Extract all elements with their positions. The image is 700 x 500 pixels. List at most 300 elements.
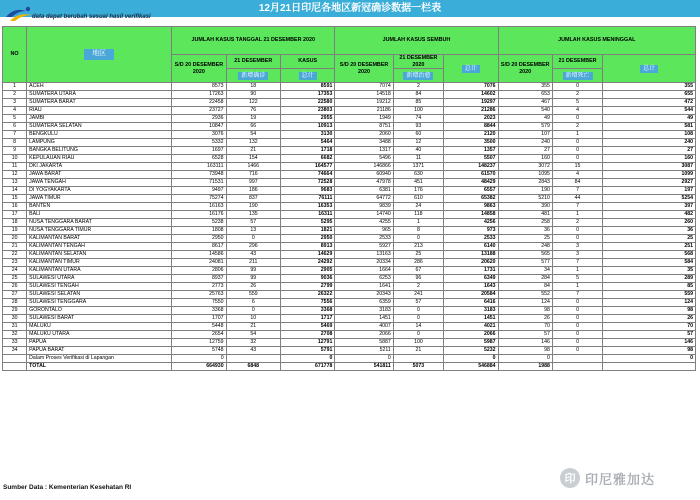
region-label: 地区 bbox=[84, 49, 114, 60]
row-cell-d: 19212 bbox=[335, 99, 393, 107]
row-cell-i: 289 bbox=[603, 275, 696, 283]
row-cell-a: 10847 bbox=[172, 123, 226, 131]
row-cell-e: 2 bbox=[393, 283, 443, 291]
row-cell-b: 837 bbox=[226, 195, 280, 203]
row-cell-a: 23727 bbox=[172, 107, 226, 115]
row-cell-a: 8617 bbox=[172, 243, 226, 251]
total-cell-b: 6848 bbox=[226, 363, 280, 371]
row-cell-f: 14602 bbox=[444, 91, 498, 99]
row-no: 24 bbox=[3, 267, 27, 275]
row-cell-e: 0 bbox=[393, 235, 443, 243]
table-row bbox=[3, 291, 696, 299]
row-no: 32 bbox=[3, 331, 27, 339]
row-no: 2 bbox=[3, 91, 27, 99]
row-cell-f: 2120 bbox=[444, 131, 498, 139]
row-cell-b: 716 bbox=[226, 171, 280, 179]
total-no bbox=[3, 363, 27, 371]
row-cell-e: 60 bbox=[393, 131, 443, 139]
sub-header-positive-kasus: KASUS bbox=[280, 55, 334, 69]
row-no: 6 bbox=[3, 123, 27, 131]
row-no bbox=[3, 355, 27, 363]
row-region: JAWA TENGAH bbox=[27, 179, 172, 187]
row-cell-c: 16311 bbox=[280, 211, 334, 219]
row-region: SULAWESI TENGAH bbox=[27, 283, 172, 291]
row-cell-a: 71531 bbox=[172, 179, 226, 187]
row-cell-i: 240 bbox=[603, 139, 696, 147]
row-cell-a: 9497 bbox=[172, 187, 226, 195]
table-row bbox=[3, 243, 696, 251]
table-row bbox=[3, 331, 696, 339]
row-cell-e: 96 bbox=[393, 275, 443, 283]
row-cell-e: 57 bbox=[393, 299, 443, 307]
row-cell-e: 85 bbox=[393, 99, 443, 107]
row-cell-g: 552 bbox=[498, 291, 552, 299]
row-cell-h: 7 bbox=[552, 259, 602, 267]
table-row bbox=[3, 235, 696, 243]
row-cell-f: 6557 bbox=[444, 187, 498, 195]
sub-header-positive-d21: 21 DESEMBER bbox=[226, 55, 280, 69]
row-cell-b: 43 bbox=[226, 251, 280, 259]
row-cell-g: 653 bbox=[498, 91, 552, 99]
row-region: GORONTALO bbox=[27, 307, 172, 315]
row-region: NUSA TENGGARA BARAT bbox=[27, 219, 172, 227]
row-region: KALIMANTAN TENGAH bbox=[27, 243, 172, 251]
row-cell-a: 5448 bbox=[172, 323, 226, 331]
row-cell-h: 3 bbox=[552, 243, 602, 251]
row-cell-e: 40 bbox=[393, 147, 443, 155]
row-cell-a: 1707 bbox=[172, 315, 226, 323]
row-cell-g: 70 bbox=[498, 323, 552, 331]
row-no: 22 bbox=[3, 251, 27, 259]
row-cell-d: 6253 bbox=[335, 275, 393, 283]
row-cell-h: 1 bbox=[552, 283, 602, 291]
row-cell-a: 1808 bbox=[172, 227, 226, 235]
row-cell-g: 146 bbox=[498, 339, 552, 347]
table-row bbox=[3, 323, 696, 331]
sub-header-deaths-sd20: S/D 20 DESEMBER 2020 bbox=[498, 55, 552, 83]
row-cell-c: 9683 bbox=[280, 187, 334, 195]
row-cell-e: 93 bbox=[393, 123, 443, 131]
row-cell-b: 10 bbox=[226, 315, 280, 323]
row-region: KEPULAUAN RIAU bbox=[27, 155, 172, 163]
row-region: KALIMANTAN TIMUR bbox=[27, 259, 172, 267]
row-cell-i: 1099 bbox=[603, 171, 696, 179]
row-cell-c: 2905 bbox=[280, 267, 334, 275]
row-region: PAPUA bbox=[27, 339, 172, 347]
row-cell-h: 1 bbox=[552, 211, 602, 219]
row-region: DKI JAKARTA bbox=[27, 163, 172, 171]
row-cell-c: 6682 bbox=[280, 155, 334, 163]
row-region: SULAWESI BARAT bbox=[27, 315, 172, 323]
row-cell-i: 0 bbox=[603, 355, 696, 363]
row-cell-c: 76111 bbox=[280, 195, 334, 203]
row-no: 29 bbox=[3, 307, 27, 315]
row-region: JAWA TIMUR bbox=[27, 195, 172, 203]
total-cell-h bbox=[552, 363, 602, 371]
row-cell-d: 60940 bbox=[335, 171, 393, 179]
row-no: 7 bbox=[3, 131, 27, 139]
row-cell-h: 0 bbox=[552, 139, 602, 147]
row-cell-a: 73948 bbox=[172, 171, 226, 179]
row-cell-i: 98 bbox=[603, 347, 696, 355]
row-cell-a: 2773 bbox=[172, 283, 226, 291]
row-cell-b: 54 bbox=[226, 131, 280, 139]
row-cell-g: 190 bbox=[498, 187, 552, 195]
row-cell-b: 43 bbox=[226, 347, 280, 355]
row-cell-g: 98 bbox=[498, 307, 552, 315]
row-cell-c: 5295 bbox=[280, 219, 334, 227]
table-row bbox=[3, 259, 696, 267]
row-cell-f: 9863 bbox=[444, 203, 498, 211]
row-region: BANGKA BELITUNG bbox=[27, 147, 172, 155]
row-cell-d: 47978 bbox=[335, 179, 393, 187]
row-no: 12 bbox=[3, 171, 27, 179]
row-cell-f: 5507 bbox=[444, 155, 498, 163]
row-no: 11 bbox=[3, 163, 27, 171]
row-cell-c: 22580 bbox=[280, 99, 334, 107]
row-cell-h: 2 bbox=[552, 123, 602, 131]
table-row bbox=[3, 195, 696, 203]
row-cell-i: 146 bbox=[603, 339, 696, 347]
row-region: SULAWESI SELATAN bbox=[27, 291, 172, 299]
row-cell-b: 1466 bbox=[226, 163, 280, 171]
row-no: 10 bbox=[3, 155, 27, 163]
row-cell-d: 8751 bbox=[335, 123, 393, 131]
row-cell-b: 26 bbox=[226, 283, 280, 291]
row-cell-g: 49 bbox=[498, 115, 552, 123]
row-cell-d: 1451 bbox=[335, 315, 393, 323]
row-cell-f: 2533 bbox=[444, 235, 498, 243]
col-header-region bbox=[27, 27, 172, 83]
row-region: DI YOGYAKARTA bbox=[27, 187, 172, 195]
row-no: 16 bbox=[3, 203, 27, 211]
table-row bbox=[3, 91, 696, 99]
row-cell-b: 99 bbox=[226, 275, 280, 283]
row-cell-e: 8 bbox=[393, 227, 443, 235]
row-no: 31 bbox=[3, 323, 27, 331]
row-cell-g: 25 bbox=[498, 235, 552, 243]
row-cell-c: 1821 bbox=[280, 227, 334, 235]
row-cell-i: 472 bbox=[603, 99, 696, 107]
table-row bbox=[3, 107, 696, 115]
row-cell-f: 4021 bbox=[444, 323, 498, 331]
row-no: 26 bbox=[3, 283, 27, 291]
row-cell-h: 44 bbox=[552, 195, 602, 203]
row-cell-f: 0 bbox=[444, 355, 498, 363]
row-cell-h: 15 bbox=[552, 163, 602, 171]
row-cell-c: 5791 bbox=[280, 347, 334, 355]
row-cell-e: 176 bbox=[393, 187, 443, 195]
row-cell-f: 2066 bbox=[444, 331, 498, 339]
row-no: 30 bbox=[3, 315, 27, 323]
row-cell-d: 4255 bbox=[335, 219, 393, 227]
row-cell-d: 14740 bbox=[335, 211, 393, 219]
row-cell-c: 5469 bbox=[280, 323, 334, 331]
row-cell-b: 54 bbox=[226, 331, 280, 339]
row-region: BANTEN bbox=[27, 203, 172, 211]
table-row bbox=[3, 123, 696, 131]
row-no: 18 bbox=[3, 219, 27, 227]
row-cell-i: 655 bbox=[603, 91, 696, 99]
row-cell-h: 0 bbox=[552, 155, 602, 163]
row-cell-g: 577 bbox=[498, 259, 552, 267]
new-death-tag: 新增死亡 bbox=[563, 72, 593, 81]
row-cell-h: 1 bbox=[552, 131, 602, 139]
group-header-deaths: JUMLAH KASUS MENINGGAL bbox=[498, 27, 696, 55]
row-cell-h: 0 bbox=[552, 307, 602, 315]
row-cell-i: 25 bbox=[603, 235, 696, 243]
row-cell-g: 36 bbox=[498, 227, 552, 235]
row-cell-h: 0 bbox=[552, 115, 602, 123]
row-cell-b: 6 bbox=[226, 299, 280, 307]
row-cell-d: 14518 bbox=[335, 91, 393, 99]
row-cell-d: 13163 bbox=[335, 251, 393, 259]
row-cell-f: 20620 bbox=[444, 259, 498, 267]
row-cell-i: 397 bbox=[603, 203, 696, 211]
row-region: MALUKU bbox=[27, 323, 172, 331]
row-cell-i: 27 bbox=[603, 147, 696, 155]
row-no: 14 bbox=[3, 187, 27, 195]
row-cell-a: 5238 bbox=[172, 219, 226, 227]
row-cell-c: 26322 bbox=[280, 291, 334, 299]
row-cell-h: 5 bbox=[552, 275, 602, 283]
row-cell-c: 8913 bbox=[280, 243, 334, 251]
row-cell-d: 7074 bbox=[335, 83, 393, 91]
row-cell-f: 5232 bbox=[444, 347, 498, 355]
row-cell-h bbox=[552, 355, 602, 363]
row-cell-h: 84 bbox=[552, 179, 602, 187]
row-cell-a: 14586 bbox=[172, 251, 226, 259]
row-cell-d: 5887 bbox=[335, 339, 393, 347]
row-region: LAMPUNG bbox=[27, 139, 172, 147]
row-cell-d: 3488 bbox=[335, 139, 393, 147]
row-cell-e: 0 bbox=[393, 307, 443, 315]
new-recover-header bbox=[393, 69, 443, 83]
row-no: 23 bbox=[3, 259, 27, 267]
row-cell-c: 1717 bbox=[280, 315, 334, 323]
row-cell-c: 2708 bbox=[280, 331, 334, 339]
table-row bbox=[3, 267, 696, 275]
table-row bbox=[3, 299, 696, 307]
row-region: KALIMANTAN BARAT bbox=[27, 235, 172, 243]
table-row bbox=[3, 155, 696, 163]
row-cell-i: 160 bbox=[603, 155, 696, 163]
row-cell-c: 74664 bbox=[280, 171, 334, 179]
new-case-header bbox=[226, 69, 280, 83]
row-no: 33 bbox=[3, 339, 27, 347]
row-no: 34 bbox=[3, 347, 27, 355]
row-cell-i: 482 bbox=[603, 211, 696, 219]
row-no: 8 bbox=[3, 139, 27, 147]
source-note: Sumber Data : Kementerian Kesehatan RI bbox=[3, 484, 132, 491]
row-cell-f: 48429 bbox=[444, 179, 498, 187]
row-cell-b: 296 bbox=[226, 243, 280, 251]
row-cell-e: 100 bbox=[393, 107, 443, 115]
total-label: TOTAL bbox=[27, 363, 172, 371]
row-region: JAWA BARAT bbox=[27, 171, 172, 179]
new-case-tag: 新增确诊 bbox=[238, 72, 268, 81]
row-cell-c: 2950 bbox=[280, 235, 334, 243]
row-cell-a: 163111 bbox=[172, 163, 226, 171]
table-row bbox=[3, 251, 696, 259]
row-cell-e: 610 bbox=[393, 195, 443, 203]
table-row bbox=[3, 211, 696, 219]
row-cell-i: 124 bbox=[603, 299, 696, 307]
row-cell-f: 1731 bbox=[444, 267, 498, 275]
col-header-no: NO bbox=[3, 27, 27, 83]
total-cell-c: 671778 bbox=[280, 363, 334, 371]
row-cell-i: 581 bbox=[603, 123, 696, 131]
positive-total-tag: 总计 bbox=[299, 72, 317, 81]
row-cell-e: 25 bbox=[393, 251, 443, 259]
row-region: SUMATERA UTARA bbox=[27, 91, 172, 99]
row-no: 19 bbox=[3, 227, 27, 235]
row-no: 13 bbox=[3, 179, 27, 187]
row-cell-f: 7076 bbox=[444, 83, 498, 91]
table-row bbox=[3, 315, 696, 323]
row-cell-g: 5210 bbox=[498, 195, 552, 203]
row-cell-i: 544 bbox=[603, 107, 696, 115]
row-cell-a: 5332 bbox=[172, 139, 226, 147]
row-cell-h: 2 bbox=[552, 219, 602, 227]
table-row bbox=[3, 171, 696, 179]
row-cell-c: 14629 bbox=[280, 251, 334, 259]
row-cell-f: 13188 bbox=[444, 251, 498, 259]
row-cell-a: 22458 bbox=[172, 99, 226, 107]
row-cell-i: 108 bbox=[603, 131, 696, 139]
row-cell-b: 997 bbox=[226, 179, 280, 187]
row-cell-h: 0 bbox=[552, 339, 602, 347]
row-region: RIAU bbox=[27, 107, 172, 115]
row-cell-b: 559 bbox=[226, 291, 280, 299]
row-cell-b: 190 bbox=[226, 203, 280, 211]
row-no: 17 bbox=[3, 211, 27, 219]
sub-header-recovered-sd20: S/D 20 DESEMBER 2020 bbox=[335, 55, 393, 83]
row-region: PAPUA BARAT bbox=[27, 347, 172, 355]
covid-cases-table bbox=[2, 26, 696, 371]
row-region: SUMATERA BARAT bbox=[27, 99, 172, 107]
row-cell-b: 99 bbox=[226, 267, 280, 275]
row-cell-a: 25763 bbox=[172, 291, 226, 299]
row-cell-b: 0 bbox=[226, 307, 280, 315]
row-cell-d: 965 bbox=[335, 227, 393, 235]
row-cell-e: 241 bbox=[393, 291, 443, 299]
row-cell-c: 24292 bbox=[280, 259, 334, 267]
row-cell-d: 2066 bbox=[335, 331, 393, 339]
row-region: KALIMANTAN SELATAN bbox=[27, 251, 172, 259]
row-cell-h: 0 bbox=[552, 331, 602, 339]
table-row bbox=[3, 339, 696, 347]
row-cell-f: 65382 bbox=[444, 195, 498, 203]
table-row bbox=[3, 99, 696, 107]
row-region: SUMATERA SELATAN bbox=[27, 123, 172, 131]
row-cell-i: 26 bbox=[603, 315, 696, 323]
row-cell-i: 559 bbox=[603, 291, 696, 299]
row-cell-i: 197 bbox=[603, 187, 696, 195]
row-cell-d: 1317 bbox=[335, 147, 393, 155]
row-region: JAMBI bbox=[27, 115, 172, 123]
row-cell-h: 0 bbox=[552, 299, 602, 307]
row-cell-c: 1718 bbox=[280, 147, 334, 155]
row-cell-g: 467 bbox=[498, 99, 552, 107]
row-cell-f: 21286 bbox=[444, 107, 498, 115]
row-cell-d: 1664 bbox=[335, 267, 393, 275]
row-cell-d: 1949 bbox=[335, 115, 393, 123]
sub-header-positive-sd20: S/D 20 DESEMBER 2020 bbox=[172, 55, 226, 83]
table-row bbox=[3, 139, 696, 147]
row-cell-d: 20334 bbox=[335, 259, 393, 267]
table-row bbox=[3, 115, 696, 123]
row-cell-g: 57 bbox=[498, 331, 552, 339]
row-cell-d: 2060 bbox=[335, 131, 393, 139]
row-cell-i: 36 bbox=[603, 227, 696, 235]
row-cell-e: 12 bbox=[393, 139, 443, 147]
row-cell-c: 8591 bbox=[280, 83, 334, 91]
row-no: 27 bbox=[3, 291, 27, 299]
group-header-recovered: JUMLAH KASUS SEMBUH bbox=[335, 27, 498, 55]
row-cell-b: 57 bbox=[226, 219, 280, 227]
row-cell-d: 9839 bbox=[335, 203, 393, 211]
row-cell-e: 2 bbox=[393, 83, 443, 91]
row-cell-e: 0 bbox=[393, 315, 443, 323]
row-cell-d: 146866 bbox=[335, 163, 393, 171]
row-cell-e: 24 bbox=[393, 203, 443, 211]
row-cell-f: 19297 bbox=[444, 99, 498, 107]
row-no: 28 bbox=[3, 299, 27, 307]
table-row bbox=[3, 307, 696, 315]
row-cell-b: 18 bbox=[226, 83, 280, 91]
row-cell-a: 24081 bbox=[172, 259, 226, 267]
row-cell-b: 21 bbox=[226, 323, 280, 331]
row-cell-e: 100 bbox=[393, 339, 443, 347]
row-cell-g: 3072 bbox=[498, 163, 552, 171]
row-cell-a: 0 bbox=[172, 355, 226, 363]
row-region: MALUKU UTARA bbox=[27, 331, 172, 339]
row-cell-b: 21 bbox=[226, 147, 280, 155]
row-cell-g: 579 bbox=[498, 123, 552, 131]
row-cell-e: 0 bbox=[393, 331, 443, 339]
table-body bbox=[3, 83, 696, 371]
total-cell-i bbox=[603, 363, 696, 371]
table-row bbox=[3, 227, 696, 235]
row-cell-f: 148237 bbox=[444, 163, 498, 171]
row-cell-e: 1371 bbox=[393, 163, 443, 171]
row-cell-c: 12791 bbox=[280, 339, 334, 347]
row-no: 1 bbox=[3, 83, 27, 91]
row-cell-d: 5496 bbox=[335, 155, 393, 163]
row-cell-g: 160 bbox=[498, 155, 552, 163]
row-cell-e: 67 bbox=[393, 267, 443, 275]
row-cell-c: 5464 bbox=[280, 139, 334, 147]
table-row bbox=[3, 283, 696, 291]
row-cell-a: 8937 bbox=[172, 275, 226, 283]
row-cell-b bbox=[226, 355, 280, 363]
row-cell-h: 0 bbox=[552, 83, 602, 91]
watermark bbox=[560, 468, 655, 488]
row-cell-a: 17263 bbox=[172, 91, 226, 99]
row-cell-b: 66 bbox=[226, 123, 280, 131]
row-cell-f: 6349 bbox=[444, 275, 498, 283]
row-cell-a: 12759 bbox=[172, 339, 226, 347]
row-cell-h: 7 bbox=[552, 187, 602, 195]
row-cell-g: 26 bbox=[498, 315, 552, 323]
row-region: KALIMANTAN UTARA bbox=[27, 267, 172, 275]
row-cell-d: 21186 bbox=[335, 107, 393, 115]
row-cell-i: 85 bbox=[603, 283, 696, 291]
new-recover-tag: 新增治愈 bbox=[403, 72, 433, 81]
positive-total-header bbox=[280, 69, 334, 83]
table-row bbox=[3, 219, 696, 227]
